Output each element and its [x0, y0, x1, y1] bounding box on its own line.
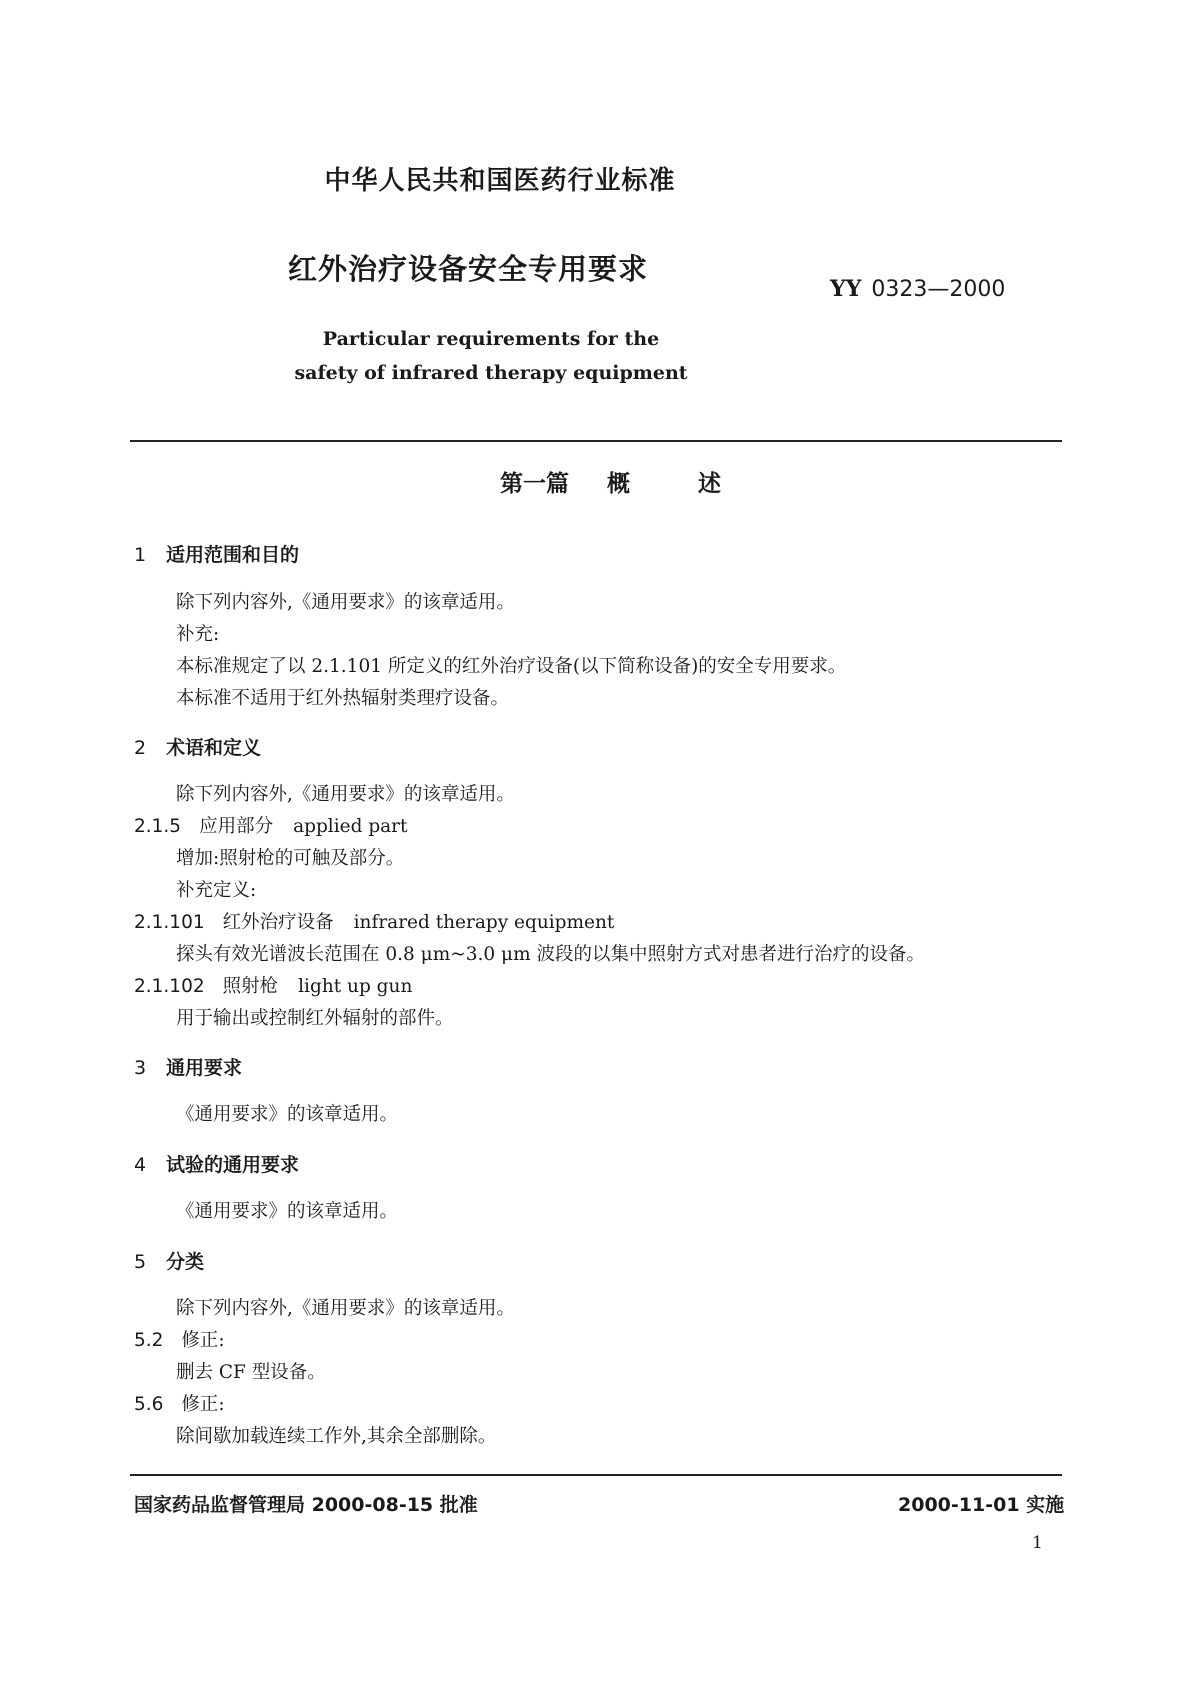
english-title-line-1: Particular requirements for the — [322, 328, 660, 350]
section-1-para-4: 本标准不适用于红外热辐射类理疗设备。 — [176, 688, 510, 709]
section-4-number: 4 — [134, 1154, 147, 1176]
clause-5-2-label: 修正: — [181, 1330, 225, 1351]
clause-2-1-5 — [134, 812, 407, 838]
section-4-heading — [134, 1150, 299, 1177]
section-5-para-1: 除下列内容外,《通用要求》的该章适用。 — [176, 1298, 515, 1319]
section-2-para-1: 除下列内容外,《通用要求》的该章适用。 — [176, 784, 515, 805]
clause-2-1-5-text: 增加:照射枪的可触及部分。 — [176, 848, 405, 869]
section-2-heading — [134, 733, 261, 760]
clause-2-1-101-term-cn: 红外治疗设备 — [222, 912, 334, 933]
clause-2-1-102-text: 用于输出或控制红外辐射的部件。 — [176, 1008, 454, 1029]
part-title — [500, 465, 721, 498]
footer-divider — [130, 1474, 1062, 1476]
section-4-para-1: 《通用要求》的该章适用。 — [176, 1201, 399, 1222]
clause-5-6-text: 除间歇加载连续工作外,其余全部删除。 — [176, 1426, 497, 1447]
document-title: 红外治疗设备安全专用要求 — [288, 252, 649, 286]
clause-2-1-102-number: 2.1.102 — [134, 976, 205, 997]
part-word-1: 概 — [607, 471, 631, 497]
clause-2-1-101-number: 2.1.101 — [134, 912, 205, 933]
section-3-heading — [134, 1053, 242, 1080]
clause-2-1-102-term-en: light up gun — [298, 976, 413, 997]
section-1-title: 适用范围和目的 — [166, 544, 300, 566]
section-4-title: 试验的通用要求 — [166, 1154, 300, 1176]
standard-code: 0323—2000 — [871, 277, 1006, 302]
clause-2-1-5-term-cn: 应用部分 — [199, 816, 274, 837]
section-3-title: 通用要求 — [166, 1057, 243, 1079]
clause-5-6-number: 5.6 — [134, 1394, 164, 1415]
effective-date-line: 2000-11-01 实施 — [898, 1494, 1065, 1516]
clause-2-1-101-term-en: infrared therapy equipment — [353, 912, 615, 933]
section-1-heading — [134, 540, 299, 567]
approval-line: 国家药品监督管理局 2000-08-15 批准 — [134, 1494, 478, 1516]
standard-number — [830, 276, 1005, 302]
section-1-para-1: 除下列内容外,《通用要求》的该章适用。 — [176, 592, 515, 613]
clause-5-6-label: 修正: — [181, 1394, 225, 1415]
standard-category: 中华人民共和国医药行业标准 — [324, 166, 676, 196]
clause-5-2 — [134, 1326, 225, 1352]
page-number: 1 — [1032, 1533, 1043, 1553]
standard-prefix: YY — [830, 276, 862, 302]
clause-5-2-number: 5.2 — [134, 1330, 164, 1351]
clause-2-1-5-term-en: applied part — [293, 816, 408, 837]
clause-2-1-101-text: 探头有效光谱波长范围在 0.8 μm~3.0 μm 波段的以集中照射方式对患者进行治疗的设备。 — [176, 944, 925, 965]
section-5-title: 分类 — [166, 1251, 205, 1273]
part-word-2: 述 — [698, 471, 722, 497]
clause-2-1-102 — [134, 972, 412, 998]
supplementary-definitions: 补充定义: — [176, 880, 257, 901]
clause-2-1-5-number: 2.1.5 — [134, 816, 182, 837]
section-2-title: 术语和定义 — [166, 737, 262, 759]
section-1-number: 1 — [134, 544, 147, 566]
english-title-line-2: safety of infrared therapy equipment — [294, 362, 688, 384]
section-3-number: 3 — [134, 1057, 147, 1079]
section-5-number: 5 — [134, 1251, 147, 1273]
section-1-para-3: 本标准规定了以 2.1.101 所定义的红外治疗设备(以下简称设备)的安全专用要求。 — [176, 656, 847, 677]
header-divider — [130, 440, 1062, 442]
section-3-para-1: 《通用要求》的该章适用。 — [176, 1104, 399, 1125]
clause-2-1-101 — [134, 908, 614, 934]
clause-2-1-102-term-cn: 照射枪 — [222, 976, 279, 997]
part-number: 第一篇 — [500, 471, 569, 497]
clause-5-6 — [134, 1390, 225, 1416]
section-5-heading — [134, 1247, 204, 1274]
section-2-number: 2 — [134, 737, 147, 759]
section-1-para-2: 补充: — [176, 624, 220, 645]
clause-5-2-text: 删去 CF 型设备。 — [176, 1362, 326, 1383]
